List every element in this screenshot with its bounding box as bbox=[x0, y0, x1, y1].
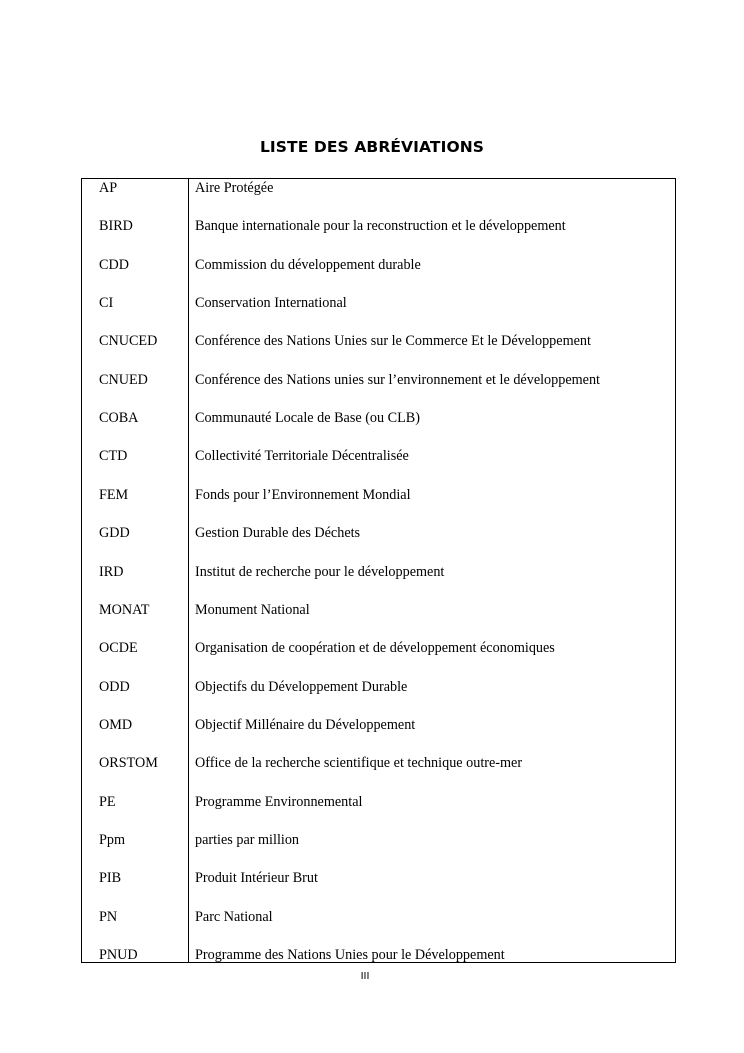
table-row bbox=[82, 410, 675, 430]
meaning-cell: Monument National bbox=[195, 601, 310, 618]
meaning-cell: Fonds pour l’Environnement Mondial bbox=[195, 486, 411, 503]
meaning-cell: Aire Protégée bbox=[195, 180, 274, 196]
table-row bbox=[82, 333, 675, 353]
abbreviation-cell: OCDE bbox=[99, 640, 138, 657]
abbreviation-cell: Ppm bbox=[99, 831, 126, 848]
meaning-cell: Objectifs du Développement Durable bbox=[195, 678, 408, 695]
page-title: LISTE DES ABRÉVIATIONS bbox=[259, 138, 485, 156]
meaning-cell: Banque internationale pour la reconstruction et le développement bbox=[195, 218, 566, 235]
abbreviation-cell: ORSTOM bbox=[99, 755, 158, 772]
meaning-cell: Produit Intérieur Brut bbox=[195, 870, 318, 887]
abbreviation-cell: FEM bbox=[99, 486, 129, 503]
meaning-cell: Objectif Millénaire du Développement bbox=[195, 716, 416, 733]
meaning-cell: Conférence des Nations Unies sur le Commerce Et le Développement bbox=[195, 333, 591, 350]
table-row bbox=[82, 832, 675, 852]
meaning-cell: Programme Environnemental bbox=[195, 793, 363, 810]
meaning-cell: Organisation de coopération et de développement économiques bbox=[195, 640, 555, 657]
meaning-cell: Office de la recherche scientifique et technique outre-mer bbox=[195, 755, 523, 772]
meaning-cell: Programme des Nations Unies pour le Développement bbox=[195, 947, 505, 963]
meaning-cell: Collectivité Territoriale Décentralisée bbox=[195, 448, 409, 465]
table-row bbox=[82, 564, 675, 584]
abbreviation-cell: COBA bbox=[99, 410, 139, 427]
table-row bbox=[82, 602, 675, 622]
abbreviation-cell: CTD bbox=[99, 448, 128, 465]
meaning-cell: parties par million bbox=[195, 831, 300, 848]
table-row bbox=[82, 640, 675, 660]
abbreviation-cell: BIRD bbox=[99, 218, 133, 235]
abbreviation-cell: IRD bbox=[99, 563, 124, 580]
table-row bbox=[82, 870, 675, 890]
abbreviation-cell: CDD bbox=[99, 256, 129, 273]
table-row bbox=[82, 448, 675, 468]
table-row bbox=[82, 487, 675, 507]
abbreviation-cell: ODD bbox=[99, 678, 130, 695]
meaning-cell: Parc National bbox=[195, 908, 273, 925]
abbreviation-cell: PE bbox=[99, 793, 116, 810]
meaning-cell: Gestion Durable des Déchets bbox=[195, 525, 361, 542]
abbreviation-cell: PIB bbox=[99, 870, 122, 887]
table-row bbox=[82, 180, 675, 200]
meaning-cell: Conservation International bbox=[195, 295, 347, 312]
table-row bbox=[82, 372, 675, 392]
abbreviation-cell: PN bbox=[99, 908, 118, 925]
meaning-cell: Commission du développement durable bbox=[195, 256, 421, 273]
table-row bbox=[82, 909, 675, 929]
table-row bbox=[82, 679, 675, 699]
abbreviation-cell: GDD bbox=[99, 525, 130, 542]
table-row bbox=[82, 755, 675, 775]
table-row bbox=[82, 257, 675, 277]
meaning-cell: Communauté Locale de Base (ou CLB) bbox=[195, 410, 420, 427]
meaning-cell: Conférence des Nations unies sur l’environnement et le développement bbox=[195, 371, 601, 388]
table-row bbox=[82, 525, 675, 545]
abbreviation-cell: CNUCED bbox=[99, 333, 158, 350]
abbreviations-table bbox=[81, 178, 676, 963]
abbreviation-cell: MONAT bbox=[99, 601, 150, 618]
table-row bbox=[82, 295, 675, 315]
page-number: III bbox=[360, 971, 370, 982]
abbreviation-cell: AP bbox=[99, 180, 118, 196]
abbreviation-cell: CI bbox=[99, 295, 114, 312]
abbreviation-cell: PNUD bbox=[99, 947, 138, 963]
meaning-cell: Institut de recherche pour le développement bbox=[195, 563, 445, 580]
abbreviation-cell: CNUED bbox=[99, 371, 148, 388]
table-row bbox=[82, 717, 675, 737]
abbreviation-cell: OMD bbox=[99, 716, 133, 733]
table-row bbox=[82, 218, 675, 238]
table-row bbox=[82, 947, 675, 967]
table-row bbox=[82, 794, 675, 814]
